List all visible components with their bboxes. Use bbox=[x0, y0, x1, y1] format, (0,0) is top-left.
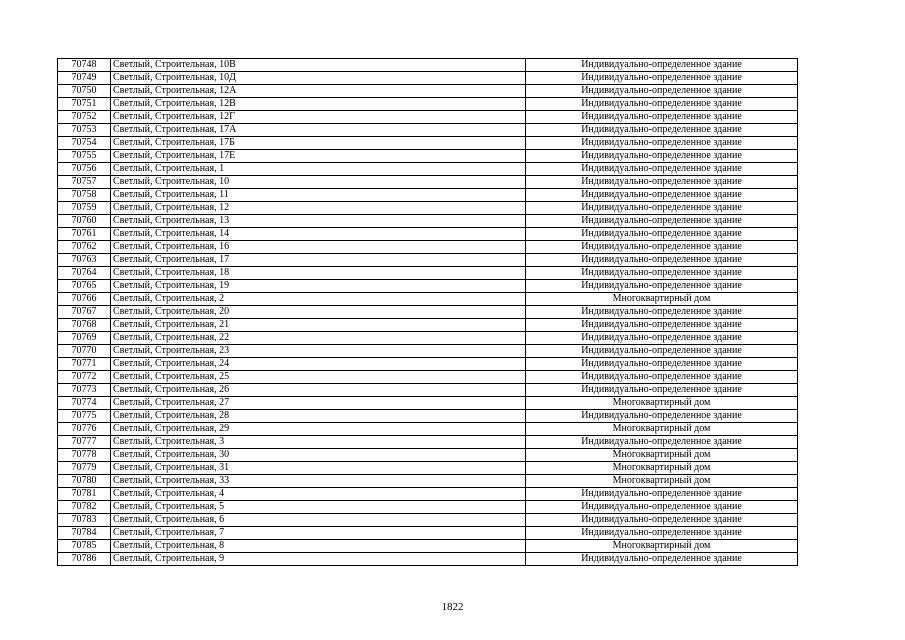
table-row bbox=[58, 540, 798, 553]
row-type-cell: Индивидуально-определенное здание bbox=[526, 384, 798, 397]
row-address-cell: Светлый, Строительная, 29 bbox=[111, 423, 526, 436]
table-row bbox=[58, 397, 798, 410]
row-type-cell: Индивидуально-определенное здание bbox=[526, 267, 798, 280]
row-address-cell: Светлый, Строительная, 26 bbox=[111, 384, 526, 397]
table-row bbox=[58, 371, 798, 384]
row-address-cell: Светлый, Строительная, 18 bbox=[111, 267, 526, 280]
row-id-cell: 70768 bbox=[58, 319, 111, 332]
row-id-cell: 70780 bbox=[58, 475, 111, 488]
row-type-cell: Индивидуально-определенное здание bbox=[526, 514, 798, 527]
row-type-cell: Индивидуально-определенное здание bbox=[526, 124, 798, 137]
row-type-cell: Индивидуально-определенное здание bbox=[526, 319, 798, 332]
row-type-cell: Многоквартирный дом bbox=[526, 423, 798, 436]
row-id-cell: 70763 bbox=[58, 254, 111, 267]
row-id-cell: 70765 bbox=[58, 280, 111, 293]
row-id-cell: 70767 bbox=[58, 306, 111, 319]
row-id-cell: 70779 bbox=[58, 462, 111, 475]
row-type-cell: Индивидуально-определенное здание bbox=[526, 280, 798, 293]
row-address-cell: Светлый, Строительная, 30 bbox=[111, 449, 526, 462]
row-type-cell: Многоквартирный дом bbox=[526, 449, 798, 462]
table-row bbox=[58, 150, 798, 163]
row-id-cell: 70785 bbox=[58, 540, 111, 553]
row-id-cell: 70752 bbox=[58, 111, 111, 124]
row-address-cell: Светлый, Строительная, 31 bbox=[111, 462, 526, 475]
row-id-cell: 70760 bbox=[58, 215, 111, 228]
row-id-cell: 70749 bbox=[58, 72, 111, 85]
table-row bbox=[58, 410, 798, 423]
row-type-cell: Индивидуально-определенное здание bbox=[526, 254, 798, 267]
row-address-cell: Светлый, Строительная, 20 bbox=[111, 306, 526, 319]
table-row bbox=[58, 241, 798, 254]
table-row bbox=[58, 293, 798, 306]
table-body bbox=[58, 59, 798, 566]
row-type-cell: Индивидуально-определенное здание bbox=[526, 150, 798, 163]
row-id-cell: 70783 bbox=[58, 514, 111, 527]
row-type-cell: Многоквартирный дом bbox=[526, 293, 798, 306]
row-type-cell: Индивидуально-определенное здание bbox=[526, 553, 798, 566]
row-address-cell: Светлый, Строительная, 27 bbox=[111, 397, 526, 410]
table-row bbox=[58, 176, 798, 189]
table-row bbox=[58, 72, 798, 85]
row-address-cell: Светлый, Строительная, 12А bbox=[111, 85, 526, 98]
table-row bbox=[58, 228, 798, 241]
row-address-cell: Светлый, Строительная, 17 bbox=[111, 254, 526, 267]
row-type-cell: Индивидуально-определенное здание bbox=[526, 436, 798, 449]
row-address-cell: Светлый, Строительная, 24 bbox=[111, 358, 526, 371]
row-address-cell: Светлый, Строительная, 22 bbox=[111, 332, 526, 345]
row-id-cell: 70754 bbox=[58, 137, 111, 150]
row-address-cell: Светлый, Строительная, 9 bbox=[111, 553, 526, 566]
table-row bbox=[58, 98, 798, 111]
row-address-cell: Светлый, Строительная, 5 bbox=[111, 501, 526, 514]
table-row bbox=[58, 59, 798, 72]
row-type-cell: Индивидуально-определенное здание bbox=[526, 306, 798, 319]
table-row bbox=[58, 462, 798, 475]
table-row bbox=[58, 514, 798, 527]
row-address-cell: Светлый, Строительная, 7 bbox=[111, 527, 526, 540]
table-row bbox=[58, 319, 798, 332]
row-id-cell: 70784 bbox=[58, 527, 111, 540]
row-address-cell: Светлый, Строительная, 19 bbox=[111, 280, 526, 293]
row-type-cell: Индивидуально-определенное здание bbox=[526, 176, 798, 189]
row-address-cell: Светлый, Строительная, 10Д bbox=[111, 72, 526, 85]
row-id-cell: 70771 bbox=[58, 358, 111, 371]
row-address-cell: Светлый, Строительная, 12 bbox=[111, 202, 526, 215]
row-id-cell: 70778 bbox=[58, 449, 111, 462]
row-id-cell: 70786 bbox=[58, 553, 111, 566]
page-number: 1822 bbox=[441, 601, 464, 613]
row-id-cell: 70761 bbox=[58, 228, 111, 241]
row-type-cell: Многоквартирный дом bbox=[526, 462, 798, 475]
row-address-cell: Светлый, Строительная, 6 bbox=[111, 514, 526, 527]
table-row bbox=[58, 345, 798, 358]
table-row bbox=[58, 111, 798, 124]
table-row bbox=[58, 280, 798, 293]
row-id-cell: 70776 bbox=[58, 423, 111, 436]
row-type-cell: Индивидуально-определенное здание bbox=[526, 85, 798, 98]
row-type-cell: Индивидуально-определенное здание bbox=[526, 501, 798, 514]
row-id-cell: 70773 bbox=[58, 384, 111, 397]
row-address-cell: Светлый, Строительная, 4 bbox=[111, 488, 526, 501]
row-id-cell: 70751 bbox=[58, 98, 111, 111]
row-type-cell: Индивидуально-определенное здание bbox=[526, 215, 798, 228]
row-type-cell: Индивидуально-определенное здание bbox=[526, 410, 798, 423]
row-id-cell: 70753 bbox=[58, 124, 111, 137]
table-row bbox=[58, 332, 798, 345]
row-id-cell: 70764 bbox=[58, 267, 111, 280]
row-address-cell: Светлый, Строительная, 17Б bbox=[111, 137, 526, 150]
table-row bbox=[58, 163, 798, 176]
row-type-cell: Индивидуально-определенное здание bbox=[526, 345, 798, 358]
table-row bbox=[58, 358, 798, 371]
row-id-cell: 70755 bbox=[58, 150, 111, 163]
row-address-cell: Светлый, Строительная, 28 bbox=[111, 410, 526, 423]
row-type-cell: Индивидуально-определенное здание bbox=[526, 228, 798, 241]
building-registry-table bbox=[57, 58, 798, 566]
row-type-cell: Индивидуально-определенное здание bbox=[526, 358, 798, 371]
table-row bbox=[58, 384, 798, 397]
row-address-cell: Светлый, Строительная, 8 bbox=[111, 540, 526, 553]
row-address-cell: Светлый, Строительная, 17Е bbox=[111, 150, 526, 163]
table-row bbox=[58, 553, 798, 566]
row-id-cell: 70759 bbox=[58, 202, 111, 215]
table-row bbox=[58, 475, 798, 488]
row-address-cell: Светлый, Строительная, 33 bbox=[111, 475, 526, 488]
table-row bbox=[58, 423, 798, 436]
table-row bbox=[58, 124, 798, 137]
row-address-cell: Светлый, Строительная, 12В bbox=[111, 98, 526, 111]
row-id-cell: 70748 bbox=[58, 59, 111, 72]
row-id-cell: 70757 bbox=[58, 176, 111, 189]
row-type-cell: Индивидуально-определенное здание bbox=[526, 241, 798, 254]
row-id-cell: 70766 bbox=[58, 293, 111, 306]
row-id-cell: 70758 bbox=[58, 189, 111, 202]
row-type-cell: Индивидуально-определенное здание bbox=[526, 189, 798, 202]
row-address-cell: Светлый, Строительная, 1 bbox=[111, 163, 526, 176]
row-address-cell: Светлый, Строительная, 13 bbox=[111, 215, 526, 228]
row-type-cell: Индивидуально-определенное здание bbox=[526, 98, 798, 111]
table-row bbox=[58, 527, 798, 540]
row-id-cell: 70772 bbox=[58, 371, 111, 384]
row-id-cell: 70762 bbox=[58, 241, 111, 254]
table-row bbox=[58, 189, 798, 202]
row-id-cell: 70750 bbox=[58, 85, 111, 98]
row-id-cell: 70782 bbox=[58, 501, 111, 514]
row-type-cell: Индивидуально-определенное здание bbox=[526, 72, 798, 85]
table-row bbox=[58, 137, 798, 150]
table-row bbox=[58, 254, 798, 267]
row-type-cell: Индивидуально-определенное здание bbox=[526, 202, 798, 215]
row-id-cell: 70781 bbox=[58, 488, 111, 501]
table-row bbox=[58, 267, 798, 280]
row-address-cell: Светлый, Строительная, 3 bbox=[111, 436, 526, 449]
row-type-cell: Индивидуально-определенное здание bbox=[526, 488, 798, 501]
table-row bbox=[58, 449, 798, 462]
table-row bbox=[58, 488, 798, 501]
row-address-cell: Светлый, Строительная, 11 bbox=[111, 189, 526, 202]
row-address-cell: Светлый, Строительная, 10 bbox=[111, 176, 526, 189]
row-id-cell: 70774 bbox=[58, 397, 111, 410]
table-row bbox=[58, 306, 798, 319]
row-id-cell: 70770 bbox=[58, 345, 111, 358]
row-address-cell: Светлый, Строительная, 23 bbox=[111, 345, 526, 358]
row-type-cell: Индивидуально-определенное здание bbox=[526, 163, 798, 176]
row-address-cell: Светлый, Строительная, 14 bbox=[111, 228, 526, 241]
row-type-cell: Индивидуально-определенное здание bbox=[526, 111, 798, 124]
row-type-cell: Индивидуально-определенное здание bbox=[526, 371, 798, 384]
row-type-cell: Индивидуально-определенное здание bbox=[526, 59, 798, 72]
table-row bbox=[58, 501, 798, 514]
row-type-cell: Индивидуально-определенное здание bbox=[526, 527, 798, 540]
row-address-cell: Светлый, Строительная, 2 bbox=[111, 293, 526, 306]
table-row bbox=[58, 85, 798, 98]
row-address-cell: Светлый, Строительная, 16 bbox=[111, 241, 526, 254]
row-id-cell: 70777 bbox=[58, 436, 111, 449]
row-address-cell: Светлый, Строительная, 21 bbox=[111, 319, 526, 332]
table-row bbox=[58, 215, 798, 228]
row-id-cell: 70775 bbox=[58, 410, 111, 423]
row-id-cell: 70756 bbox=[58, 163, 111, 176]
row-address-cell: Светлый, Строительная, 10В bbox=[111, 59, 526, 72]
row-id-cell: 70769 bbox=[58, 332, 111, 345]
row-type-cell: Многоквартирный дом bbox=[526, 475, 798, 488]
table-row bbox=[58, 436, 798, 449]
row-address-cell: Светлый, Строительная, 17А bbox=[111, 124, 526, 137]
row-type-cell: Индивидуально-определенное здание bbox=[526, 137, 798, 150]
row-address-cell: Светлый, Строительная, 25 bbox=[111, 371, 526, 384]
row-type-cell: Многоквартирный дом bbox=[526, 397, 798, 410]
row-type-cell: Индивидуально-определенное здание bbox=[526, 332, 798, 345]
table-row bbox=[58, 202, 798, 215]
row-type-cell: Многоквартирный дом bbox=[526, 540, 798, 553]
row-address-cell: Светлый, Строительная, 12Г bbox=[111, 111, 526, 124]
